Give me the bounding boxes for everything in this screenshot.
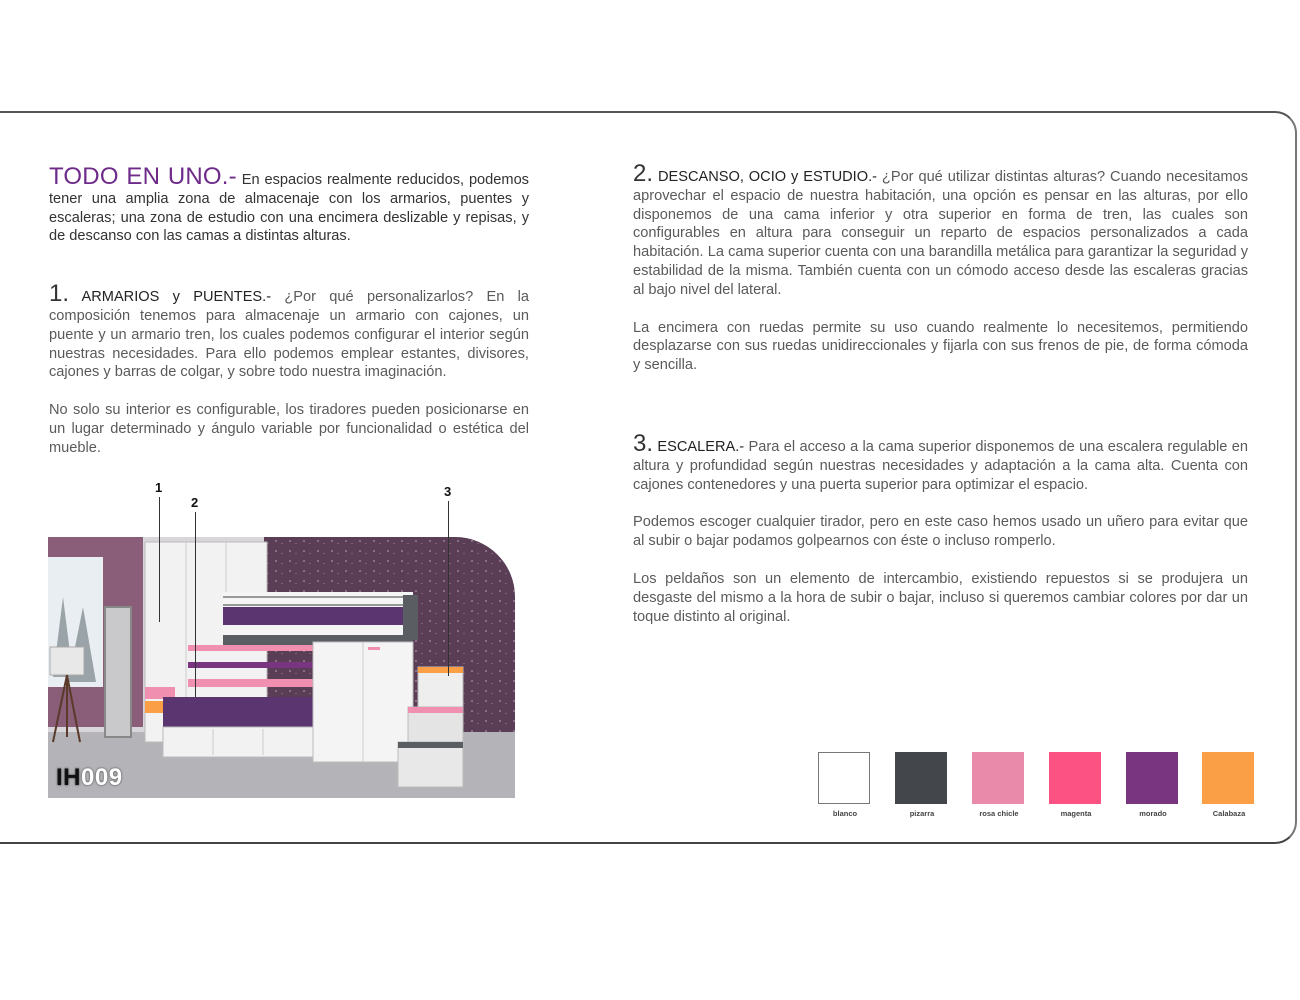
section-2-paragraph-1 [633, 160, 1249, 300]
swatch-box [1049, 752, 1101, 804]
swatch-label: Calabaza [1212, 809, 1246, 818]
section-3-text-1: Para el acceso a la cama superior disponemos de una escalera regulable en altura y profundidad según nuestras necesidades y adaptación a la cama alta. Cuenta con cajones contenedores y una puerta superior para optimizar el espacio. [633, 438, 1248, 493]
section-1-text-1: ¿Por qué personalizarlos? En la composición tenemos para almacenaje un armario con cajones, un puente y un armario tren, los cuales podemos configurar el interior según nuestras necesidades. Para ello podemos emplear estantes, divisores, cajones y barras de colgar, y sobre todo nuestra imaginación. [49, 289, 530, 381]
section-3-paragraph-1 [633, 429, 1248, 494]
section-3-paragraph-3: Los peldaños son un elemento de intercambio, existiendo repuestos si se produjera un desgaste del mismo a la hora de subir o bajar, incluso si queremos cambiar colores por dar un toque distinto al original. [633, 570, 1248, 625]
swatch-rosa-chicle [972, 752, 1026, 818]
bedroom-image [48, 537, 515, 798]
swatch-label: rosa chicle [979, 809, 1019, 818]
swatch-label: magenta [1060, 809, 1092, 818]
section-2-heading: DESCANSO, OCIO y ESTUDIO.- [657, 169, 877, 185]
section-3-number: 3. [633, 429, 654, 457]
section-1-heading: ARMARIOS y PUENTES.- [81, 289, 272, 306]
section-2-text-1: ¿Por qué utilizar distintas alturas? Cuando necesitamos aprovechar el espacio de nuestra habitación, una opción es pensar en las alturas, por ello disponemos de una cama inferior y otra superior en forma de tren, las cuales son configurables en altura para conseguir un reparto de espacios personalizados a cada habitación. La cama superior cuenta con una barandilla metálica para garantizar la seguridad y estabilidad de la misma. También cuenta con un cómodo acceso desde las escaleras gracias al bajo nivel del lateral. [633, 169, 1249, 298]
section-2-number: 2. [633, 160, 654, 187]
left-column [49, 163, 530, 458]
callout-3: 3 [444, 484, 452, 499]
section-1-paragraph-1 [49, 280, 530, 382]
swatch-label: pizarra [909, 809, 935, 818]
swatch-label: morado [1139, 809, 1167, 818]
swatch-label: blanco [832, 809, 858, 818]
swatch-box [818, 752, 870, 804]
callout-1: 1 [155, 480, 163, 495]
model-code [56, 764, 123, 792]
callout-3-line [448, 501, 449, 676]
section-2-paragraph-2: La encimera con ruedas permite su uso cuando realmente lo necesitemos, permitiendo desplazarse con sus ruedas unidireccionales y fijarla con sus frenos de pie, de forma cómoda y sencilla. [633, 319, 1248, 374]
callout-2: 2 [191, 495, 199, 510]
bedroom-illustration [48, 537, 515, 798]
swatch-box [972, 752, 1024, 804]
swatch-box [1202, 752, 1254, 804]
model-code-number: 009 [81, 764, 123, 791]
swatch-magenta [1049, 752, 1103, 818]
swatch-pizarra [895, 752, 949, 818]
model-code-prefix: IH [56, 764, 81, 791]
intro-title: TODO EN UNO.- [49, 163, 237, 190]
section-3-paragraph-2: Podemos escoger cualquier tirador, pero en este caso hemos usado un uñero para evitar que al subir o bajar podamos golpearnos con éste o incluso romperlo. [633, 514, 1248, 550]
callout-1-line [159, 497, 160, 622]
intro-text: En espacios realmente reducidos, podemos tener una amplia zona de almacenaje con los armarios, puentes y escaleras; una zona de estudio con una encimera deslizable y repisas, y de descanso con las camas a distintas alturas. [49, 172, 529, 245]
swatch-box [895, 752, 947, 804]
callout-2-line [195, 512, 196, 697]
swatch-morado [1126, 752, 1180, 818]
intro-paragraph [49, 163, 529, 246]
right-column [633, 160, 1249, 626]
swatch-blanco [818, 752, 872, 818]
color-swatches [818, 752, 1258, 822]
section-1-number: 1. [49, 280, 70, 308]
section-1-paragraph-2: No solo su interior es configurable, los tiradores pueden posicionarse en un lugar determinado y ángulo variable por funcionalidad o estética del mueble. [49, 402, 529, 456]
swatch-calabaza [1202, 752, 1256, 818]
product-photo [48, 480, 518, 800]
section-3-heading: ESCALERA.- [657, 438, 745, 455]
swatch-box [1126, 752, 1178, 804]
